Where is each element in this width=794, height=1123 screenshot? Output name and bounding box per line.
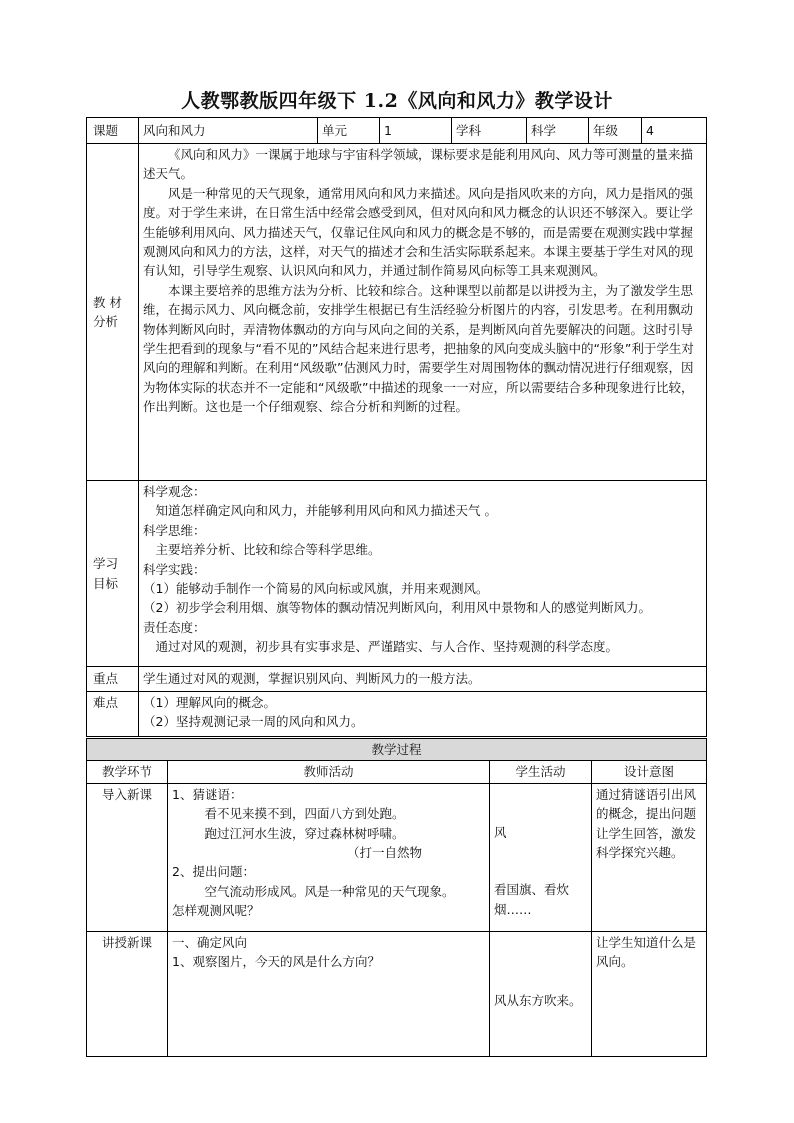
stage-intro: 导入新课 — [87, 783, 168, 931]
header-stage: 教学环节 — [87, 761, 168, 783]
teacher-activity-new: 一、确定风向 1、观察图片，今天的风是什么方向？ — [168, 931, 490, 1056]
lesson-info-table — [86, 117, 707, 737]
key-point-text: 学生通过对风的观测，掌握识别风向、判断风力的一般方法。 — [139, 667, 707, 692]
process-title: 教学过程 — [87, 739, 707, 761]
difficulty-item: （1）理解风向的概念。 — [143, 695, 276, 710]
teacher-activity-intro: 1、猜谜语： 看不见来摸不到，四面八方到处跑。 跑过江河水生波，穿过森林树呼啸。 （打一自然物 2、提出问题： 空气流动形成风。风是一种常见的天气现象。 怎样观测风呢？ — [168, 783, 490, 931]
attitude-text: 通过对风的观测，初步具有实事求是、严谨踏实、与人合作、坚持观测的科学态度。 — [155, 639, 619, 655]
concept-text: 知道怎样确定风向和风力，并能够利用风向和风力描述天气 。 — [155, 503, 497, 519]
teaching-process-table — [86, 738, 707, 1057]
analysis-paragraph: 风是一种常见的天气现象，通常用风向和风力来描述。风向是指风吹来的方向，风力是指风的强度。对于学生来讲，在日常生活中经常会感受到风，但对风向和风力概念的认识还不够深入。要让学生能够利用风向、风力描述天气，仅靠记住风向和风力的概念是不够的，而是需要在观测实践中掌握观测风向和风力的方法，这样，对天气的描述才会和生活实际联系起来。本课主要基于学生对风的现有认知，引导学生观察、认识风向和风力，并通过制作简易风向标等工具来观测风。 — [143, 185, 694, 279]
difficulty-content — [139, 692, 707, 737]
stage-new: 讲授新课 — [87, 931, 168, 1056]
design-intent-new: 让学生知道什么是风向。 — [592, 931, 707, 1056]
concept-title: 科学观念： — [143, 484, 206, 499]
student-activity-new: 风从东方吹来。 — [490, 931, 592, 1056]
key-point-label: 重点 — [87, 667, 139, 692]
goals-content — [139, 481, 707, 667]
topic-label: 课题 — [87, 118, 139, 144]
grade-label: 年级 — [589, 118, 642, 144]
practice-item: （1）能够动手制作一个简易的风向标或风旗，并用来观测风。 — [143, 581, 489, 597]
subject-value: 科学 — [527, 118, 589, 144]
analysis-label: 教 材 分析 — [87, 144, 139, 481]
analysis-paragraph: 《风向和风力》一课属于地球与宇宙科学领域，课标要求是能利用风向、风力等可测量的量来描述天气。 — [143, 147, 694, 182]
analysis-content — [139, 144, 707, 481]
topic-value: 风向和风力 — [139, 118, 318, 144]
practice-item: （2）初步学会利用烟、旗等物体的飘动情况判断风向，利用风中景物和人的感觉判断风力。 — [143, 600, 651, 616]
difficulty-label: 难点 — [87, 692, 139, 737]
unit-label: 单元 — [318, 118, 380, 144]
header-intent: 设计意图 — [592, 761, 707, 783]
subject-label: 学科 — [452, 118, 527, 144]
header-teacher: 教师活动 — [168, 761, 490, 783]
header-student: 学生活动 — [490, 761, 592, 783]
document-title: 人教鄂教版四年级下 1.2《风向和风力》教学设计 — [181, 90, 613, 112]
unit-value: 1 — [380, 118, 452, 144]
grade-value: 4 — [642, 118, 707, 144]
goals-label: 学习 目标 — [87, 481, 139, 667]
thinking-text: 主要培养分析、比较和综合等科学思维。 — [155, 542, 381, 558]
attitude-title: 责任态度： — [143, 619, 206, 635]
design-intent-intro: 通过猜谜语引出风的概念，提出问题让学生回答，激发科学探究兴趣。 — [592, 783, 707, 931]
difficulty-item: （2）坚持观测记录一周的风向和风力。 — [143, 714, 364, 730]
analysis-paragraph: 本课主要培养的思维方法为分析、比较和综合。这种课型以前都是以讲授为主，为了激发学生思维，在揭示风力、风向概念前，安排学生根据已有生活经验分析图片的内容，引发思考。在利用飘动物体判断风向时，弄清物体飘动的方向与风向之间的关系，是判断风向首先要解决的问题。这时引导学生把看到的现象与“看不见的”风结合起来进行思考，把抽象的风向变成头脑中的“形象”利于学生对风向的理解和判断。在利用“风级歌”估测风力时，需要学生对周围物体的飘动情况进行仔细观察，因为物体实际的状态并不一定能和“风级歌”中描述的现象一一对应，所以需要结合多种现象进行比较，作出判断。这也是一个仔细观察、综合分析和判断的过程。 — [143, 282, 694, 415]
practice-title: 科学实践： — [143, 561, 206, 577]
thinking-title: 科学思维： — [143, 522, 206, 538]
student-activity-intro: 风 看国旗、看炊烟…… — [490, 783, 592, 931]
